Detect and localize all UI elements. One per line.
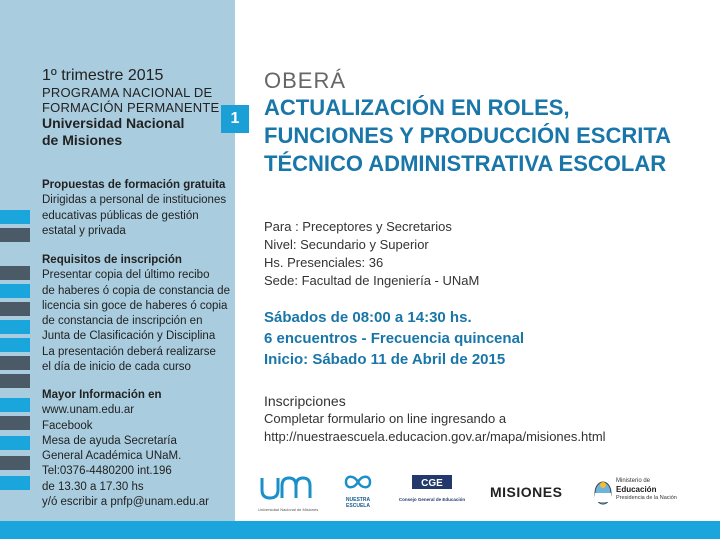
course-title — [264, 94, 714, 178]
info-line: www.unam.edu.ar — [42, 404, 135, 417]
decor-stripe — [0, 210, 30, 224]
cge-logo-mark — [410, 472, 454, 492]
level-line: Nivel: Secundario y Superior — [264, 237, 429, 252]
requirements-block — [42, 253, 232, 375]
decor-stripe — [0, 398, 30, 412]
cge-logo — [396, 472, 468, 518]
requirements-line: La presentación deberá realizarse — [42, 345, 216, 358]
program-name-line2: FORMACIÓN PERMANENTE — [42, 100, 220, 115]
unam-logo-caption: Universidad Nacional de Misiones — [258, 507, 319, 512]
footer-bar — [0, 521, 720, 539]
offer-line: educativas públicas de gestión — [42, 209, 199, 222]
decor-stripe — [0, 320, 30, 334]
decor-stripe — [0, 436, 30, 450]
info-line: Tel:0376-4480200 int.196 — [42, 465, 172, 478]
decor-stripe — [0, 356, 30, 370]
national-shield-icon — [594, 480, 612, 506]
infinity-icon — [343, 472, 373, 492]
sponsor-logos — [258, 472, 714, 518]
requirements-heading: Requisitos de inscripción — [42, 254, 182, 266]
venue-line: Sede: Facultad de Ingeniería - UNaM — [264, 273, 480, 288]
sidebar-panel — [0, 0, 235, 539]
program-heading — [42, 66, 232, 149]
requirements-line: Presentar copia del último recibo — [42, 269, 210, 282]
decor-stripe — [0, 228, 30, 242]
requirements-line: Junta de Clasificación y Disciplina — [42, 330, 216, 343]
info-line: Mesa de ayuda Secretaría — [42, 434, 177, 447]
decor-stripe — [0, 284, 30, 298]
course-title-line: ACTUALIZACIÓN EN ROLES, — [264, 95, 570, 120]
unam-logo — [258, 472, 318, 518]
info-line: de 13.30 a 17.30 hs — [42, 480, 144, 493]
inscriptions-url-link[interactable]: http://nuestraescuela.educacion.gov.ar/mapa/misiones.html — [264, 429, 606, 444]
ne-logo-text2: ESCUELA — [346, 503, 370, 509]
course-number-badge: 1 — [221, 105, 249, 133]
ministry-line2: Educación — [616, 485, 657, 494]
decor-stripe — [0, 416, 30, 430]
decor-stripe — [0, 456, 30, 470]
inscriptions-heading: Inscripciones — [264, 393, 346, 409]
info-line: General Académica UNaM. — [42, 450, 182, 463]
misiones-logo — [490, 472, 570, 518]
cge-logo-text: Consejo General de Educación — [398, 497, 466, 502]
ministry-logo — [594, 472, 712, 518]
nuestra-escuela-logo — [338, 472, 378, 518]
info-heading: Mayor Información en — [42, 389, 162, 401]
ministry-line1: Ministerio de — [616, 478, 651, 484]
decor-stripe — [0, 338, 30, 352]
schedule-line: 6 encuentros - Frecuencia quincenal — [264, 330, 525, 347]
decor-stripe — [0, 266, 30, 280]
schedule-line: Inicio: Sábado 11 de Abril de 2015 — [264, 351, 506, 368]
decor-stripe — [0, 374, 30, 388]
course-details — [264, 218, 479, 290]
period-label: 1º trimestre 2015 — [42, 67, 164, 84]
city-label: OBERÁ — [264, 68, 347, 93]
info-block — [42, 388, 232, 510]
offer-block — [42, 178, 232, 239]
course-title-line: TÉCNICO ADMINISTRATIVA ESCOLAR — [264, 151, 667, 176]
offer-heading: Propuestas de formación gratuita — [42, 179, 226, 191]
course-title-line: FUNCIONES Y PRODUCCIÓN ESCRITA — [264, 123, 672, 148]
misiones-logo-text: MISIONES — [490, 484, 563, 500]
university-name-line1: Universidad Nacional — [42, 115, 185, 131]
program-name-line1: PROGRAMA NACIONAL DE — [42, 85, 213, 100]
offer-line: Dirigidas a personal de instituciones — [42, 194, 227, 207]
svg-text:CGE: CGE — [421, 478, 443, 489]
ministry-line3: Presidencia de la Nación — [616, 495, 677, 501]
decor-stripe — [0, 302, 30, 316]
unam-logo-mark — [258, 472, 318, 502]
requirements-line: licencia sin goce de haberes ó copia — [42, 299, 228, 312]
inscriptions-block — [264, 392, 606, 446]
info-line: Facebook — [42, 419, 93, 432]
offer-line: estatal y privada — [42, 224, 126, 237]
hours-line: Hs. Presenciales: 36 — [264, 255, 384, 270]
schedule-line: Sábados de 08:00 a 14:30 hs. — [264, 309, 472, 326]
requirements-line: de constancia de inscripción en — [42, 315, 203, 328]
decor-stripe — [0, 476, 30, 490]
ne-logo-text1: NUESTRA — [345, 497, 371, 503]
requirements-line: de haberes ó copia de constancia de — [42, 284, 230, 297]
audience-line: Para : Preceptores y Secretarios — [264, 219, 452, 234]
info-line: y/ó escribir a pnfp@unam.edu.ar — [42, 496, 210, 509]
course-schedule — [264, 307, 524, 370]
requirements-line: el día de inicio de cada curso — [42, 361, 191, 374]
university-name-line2: de Misiones — [42, 132, 123, 148]
inscriptions-text: Completar formulario on line ingresando a — [264, 411, 507, 426]
